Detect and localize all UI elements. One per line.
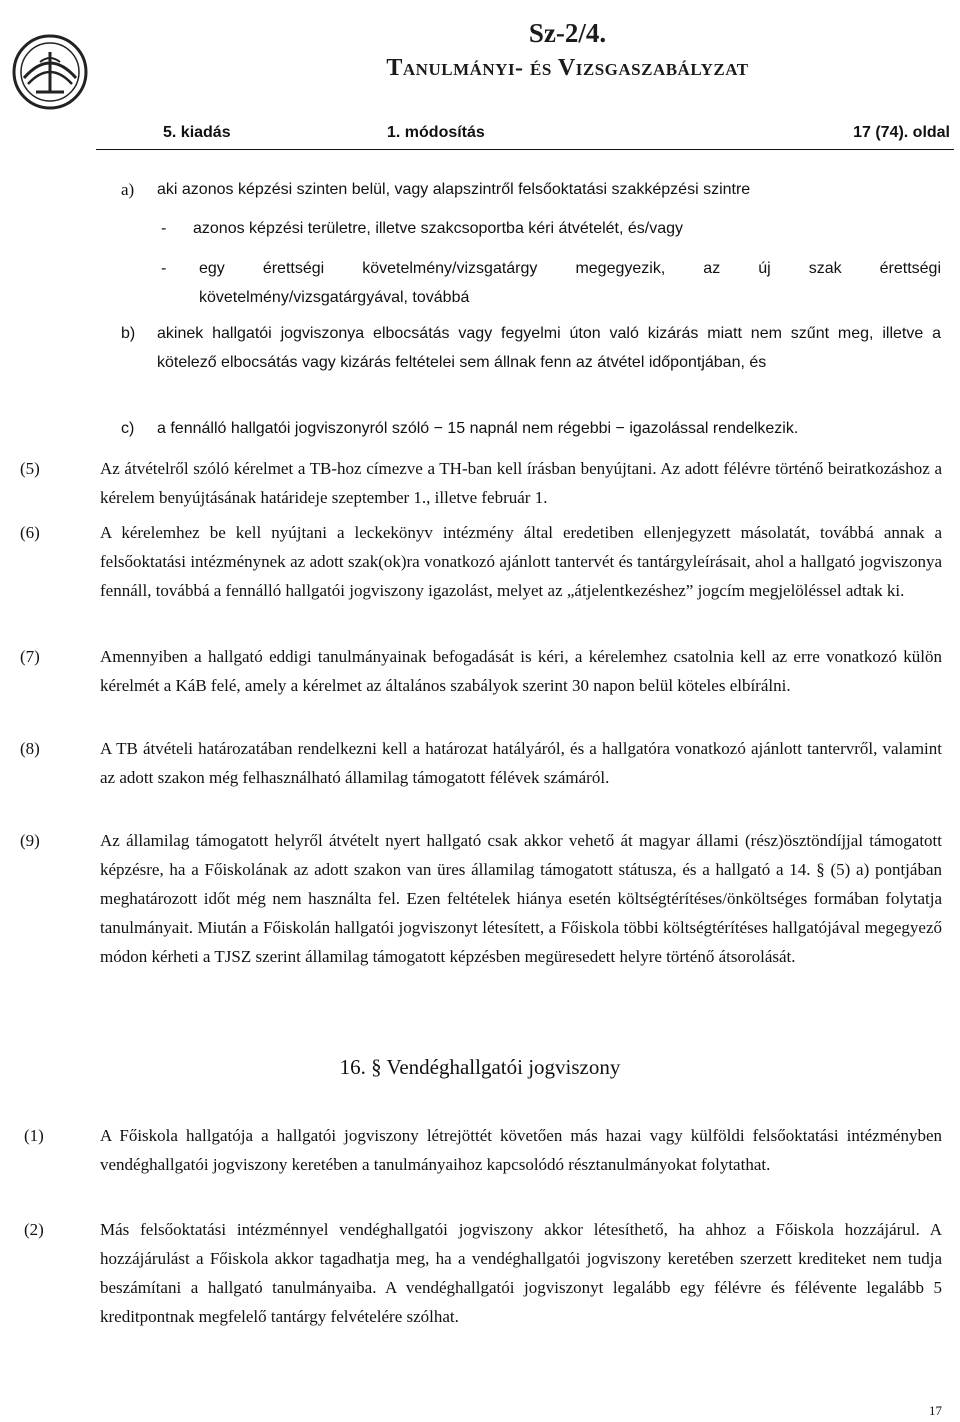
list-marker-c: c) [121,420,135,437]
paragraph-number: (1) [24,1126,44,1145]
list-item-a: aki azonos képzési szinten belül, vagy alapszintről felsőoktatási szakképzési szintre [157,181,751,198]
paragraph-8: A TB átvételi határozatában rendelkezni kell a határozat hatályáról, és a hallgatóra vonatkozó ajánlott tantervről, valamint az adott szakon még felhasználható államilag támogatott félévek számáról. [100,739,942,787]
dash-marker-2: - [161,260,167,277]
header-divider [96,149,954,150]
paragraph-number: (8) [20,739,40,758]
document-title: Tanulmányi- és Vizsgaszabályzat [386,55,749,81]
modification-label: 1. módosítás [387,124,485,141]
paragraph-number: (2) [24,1220,44,1239]
edition-label: 5. kiadás [163,124,231,141]
list-item-b: akinek hallgatói jogviszonya elbocsátás vagy fegyelmi úton való kizárás miatt nem szűnt meg, illetve a kötelező elbocsátás vagy kizárás feltételei sem állnak fenn az átvétel időpontjában, és [157,325,941,371]
paragraph-number: (9) [20,831,40,850]
list-marker-a: a) [121,180,135,199]
page-header [0,0,960,152]
paragraph-5: Az átvételről szóló kérelmet a TB-hoz címezve a TH-ban kell írásban benyújtani. Az adott félévre történő beiratkozáshoz a kérelem benyújtásának határideje szeptember 1., illetve február 1. [100,459,942,507]
paragraph-6: A kérelemhez be kell nyújtani a leckekönyv intézmény által eredetiben ellenjegyzett másolatát, továbbá annak a felsőoktatási intézménynek az adott szak(ok)ra vonatkozó ajánlott tantervét és tantárgyleírásait, ahol a hallgató jogviszonya fennáll, továbbá a fennálló hallgatói jogviszony igazolást, melyet az „átjelentkezéshez” jogcím megjelöléssel adtak ki. [100,523,942,600]
dash-item-2-line1: egy érettségi követelmény/vizsgatárgy megegyezik, az új szak érettségi [199,260,941,277]
paragraph-7: Amennyiben a hallgató eddigi tanulmányainak befogadását is kéri, a kérelemhez csatolnia kell az erre vonatkozó külön kérelmét a KáB felé, amely a kérelmet az általános szabályok szerint 30 napon belül köteles elbírálni. [100,647,942,695]
paragraph-9: Az államilag támogatott helyről átvételt nyert hallgató csak akkor vehető át magyar állami (rész)ösztöndíjjal támogatott képzésre, ha a Főiskolának az adott szakon van üres államilag támogatott státusza, és a hallgató a 14. § (5) a) pontjában meghatározott időt még nem használta fel. Ezen feltételek hiánya esetén költségtérítéses/önköltséges formában folytatja tanulmányait. Miután a Főiskolán hallgatói jogviszonyt létesített, a Főiskola többi költségtérítéses hallgatójával megegyező módon kérheti a TJSZ szerint államilag támogatott képzésben megüresedett helyre történő átsorolását. [100,831,942,966]
section-heading: 16. § Vendéghallgatói jogviszony [339,1055,621,1079]
paragraph-number: (5) [20,459,40,478]
section-paragraph-1: A Főiskola hallgatója a hallgatói jogviszony létrejöttét követően más hazai vagy külföldi felsőoktatási intézményben vendéghallgatói jogviszony keretében a tanulmányaihoz kapcsolódó résztanulmányokat folytathat. [100,1126,942,1174]
dash-item-2-line2: követelmény/vizsgatárgyával, továbbá [199,289,470,306]
dash-item-1: azonos képzési területre, illetve szakcsoportba kéri átvételét, és/vagy [193,220,684,237]
document-code: Sz-2/4. [528,18,607,48]
page-info: 17 (74). oldal [853,124,950,141]
section-paragraph-2: Más felsőoktatási intézménnyel vendéghallgatói jogviszony akkor létesíthető, ha ahhoz a Főiskola hozzájárul. A hozzájárulást a Főiskola akkor tagadhatja meg, ha a vendéghallgatói jogviszony keretében szerzett krediteket nem tudja beszámítani a hallgató tanulmányaiba. A vendéghallgatói jogviszonyt legalább egy félévre és félévente legalább 5 kreditpontnak megfelelő tantárgy felvételére szólhat. [100,1220,942,1326]
dash-marker-1: - [161,220,167,237]
list-item-c: a fennálló hallgatói jogviszonyról szóló − 15 napnál nem régebbi − igazolással rendelkezik. [157,420,799,437]
paragraph-number: (7) [20,647,40,666]
list-marker-b: b) [121,325,136,342]
paragraph-number: (6) [20,523,40,542]
page-number: 17 [929,1403,942,1418]
